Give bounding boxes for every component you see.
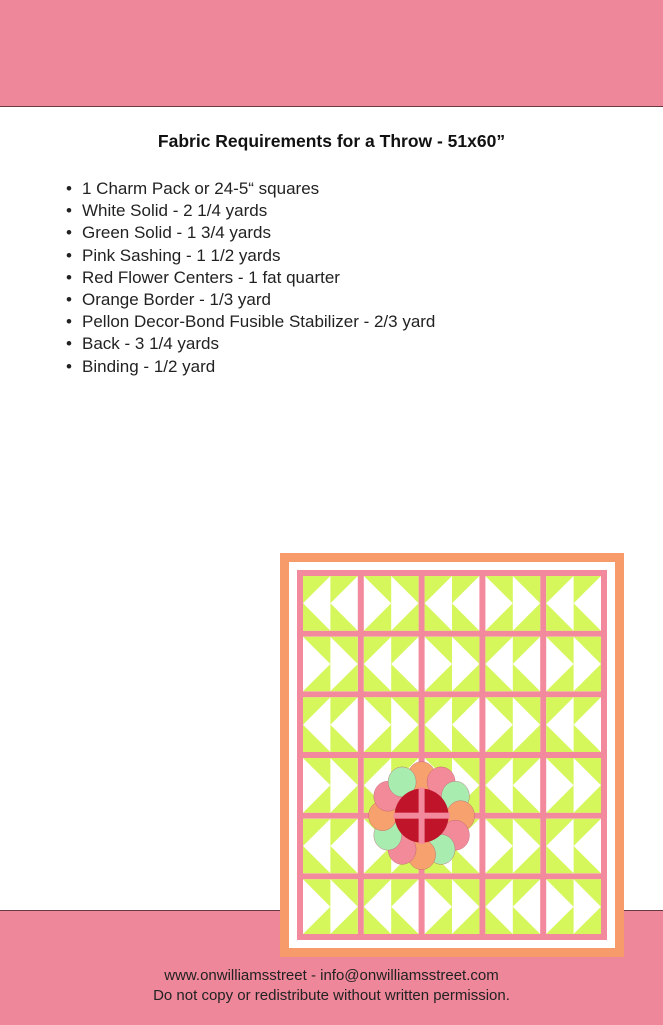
list-item-text: White Solid - 2 1/4 yards — [82, 201, 268, 221]
list-item — [66, 267, 435, 289]
list-item — [66, 200, 435, 222]
list-item — [66, 356, 435, 378]
quilt-illustration — [280, 553, 624, 957]
bullet: • — [66, 290, 72, 310]
sashing-over-flower — [394, 813, 450, 819]
list-item — [66, 289, 435, 311]
footer — [0, 966, 663, 1006]
list-item — [66, 311, 435, 333]
bullet: • — [66, 267, 72, 287]
bullet: • — [66, 223, 72, 243]
list-item-text: 1 Charm Pack or 24-5“ squares — [82, 179, 320, 198]
bullet: • — [66, 245, 72, 265]
list-item — [66, 222, 435, 244]
list-item — [66, 245, 435, 267]
list-item-text: Pellon Decor-Bond Fusible Stabilizer - 2/3 yard — [82, 312, 436, 332]
bullet: • — [66, 356, 72, 376]
bullet: • — [66, 334, 72, 354]
page-title: Fabric Requirements for a Throw - 51x60” — [157, 131, 506, 151]
list-item — [66, 333, 435, 355]
footer-contact: www.onwilliamsstreet - info@onwilliamsstreet.com — [164, 967, 499, 984]
footer-notice: Do not copy or redistribute without written permission. — [153, 987, 510, 1004]
list-item-text: Binding - 1/2 yard — [82, 356, 216, 376]
requirements-list — [66, 178, 435, 378]
list-item-text: Back - 3 1/4 yards — [82, 334, 220, 354]
list-item — [66, 178, 435, 200]
bullet: • — [66, 312, 72, 332]
list-item-text: Pink Sashing - 1 1/2 yards — [82, 245, 281, 265]
bullet: • — [66, 201, 72, 221]
top-pink-band — [0, 0, 663, 107]
list-item-text: Red Flower Centers - 1 fat quarter — [82, 267, 340, 287]
quilt-drawing — [280, 553, 624, 957]
bullet: • — [66, 179, 72, 198]
list-item-text: Green Solid - 1 3/4 yards — [82, 223, 271, 243]
list-item-text: Orange Border - 1/3 yard — [82, 290, 271, 310]
